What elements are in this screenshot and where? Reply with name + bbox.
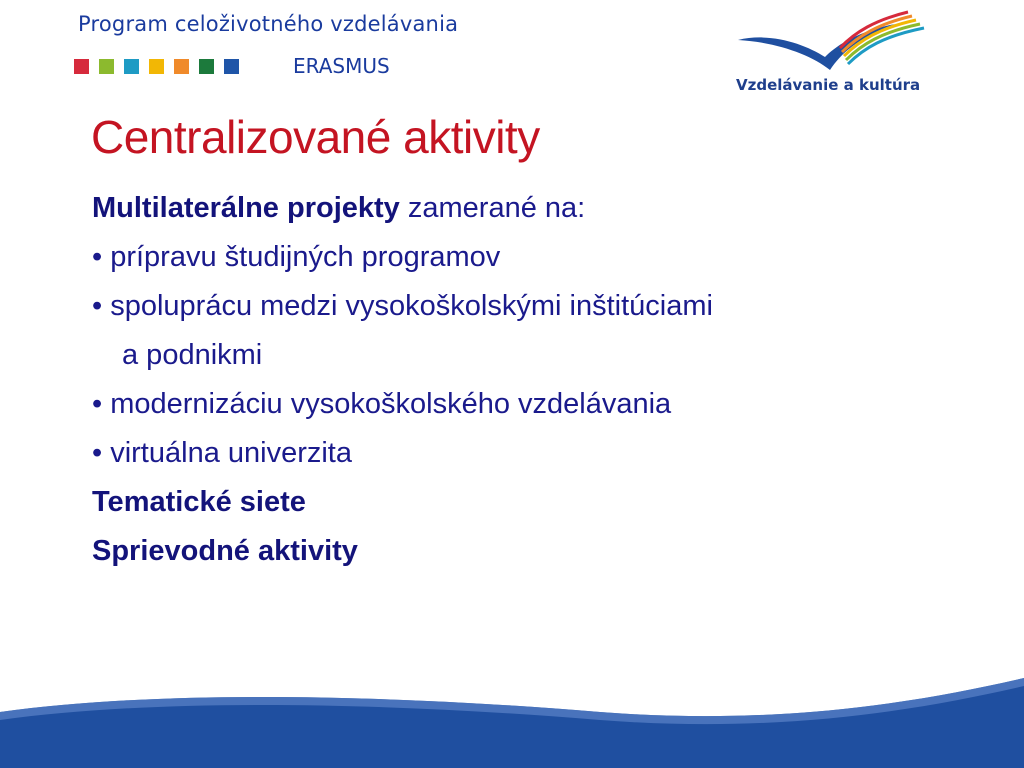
- bullet-item: • spoluprácu medzi vysokoškolskými inštitúciami: [92, 290, 713, 322]
- slide-title: Centralizované aktivity: [91, 111, 540, 163]
- erasmus-label: ERASMUS: [293, 54, 390, 78]
- yellow-square: [149, 59, 164, 74]
- logo-caption: Vzdelávanie a kultúra: [736, 76, 921, 94]
- slide-content: [92, 184, 972, 576]
- blue-square: [224, 59, 239, 74]
- bullet-item: • prípravu študijných programov: [92, 241, 501, 273]
- bullet-item: • modernizáciu vysokoškolského vzdelávania: [92, 388, 672, 420]
- section-heading: Sprievodné aktivity: [92, 535, 358, 567]
- program-title: Program celoživotného vzdelávania: [78, 12, 459, 36]
- green-square: [99, 59, 114, 74]
- intro-line: [92, 184, 972, 233]
- footer-wave: [0, 650, 1024, 768]
- intro-rest: zamerané na:: [399, 192, 586, 224]
- intro-bold: Multilaterálne projekty: [92, 192, 400, 224]
- color-squares: [74, 59, 239, 74]
- red-square: [74, 59, 89, 74]
- bullet-continuation: a podnikmi: [122, 339, 263, 371]
- section-heading: Tematické siete: [92, 486, 306, 518]
- dark-green-square: [199, 59, 214, 74]
- orange-square: [174, 59, 189, 74]
- bullet-item: • virtuálna univerzita: [92, 437, 352, 469]
- teal-square: [124, 59, 139, 74]
